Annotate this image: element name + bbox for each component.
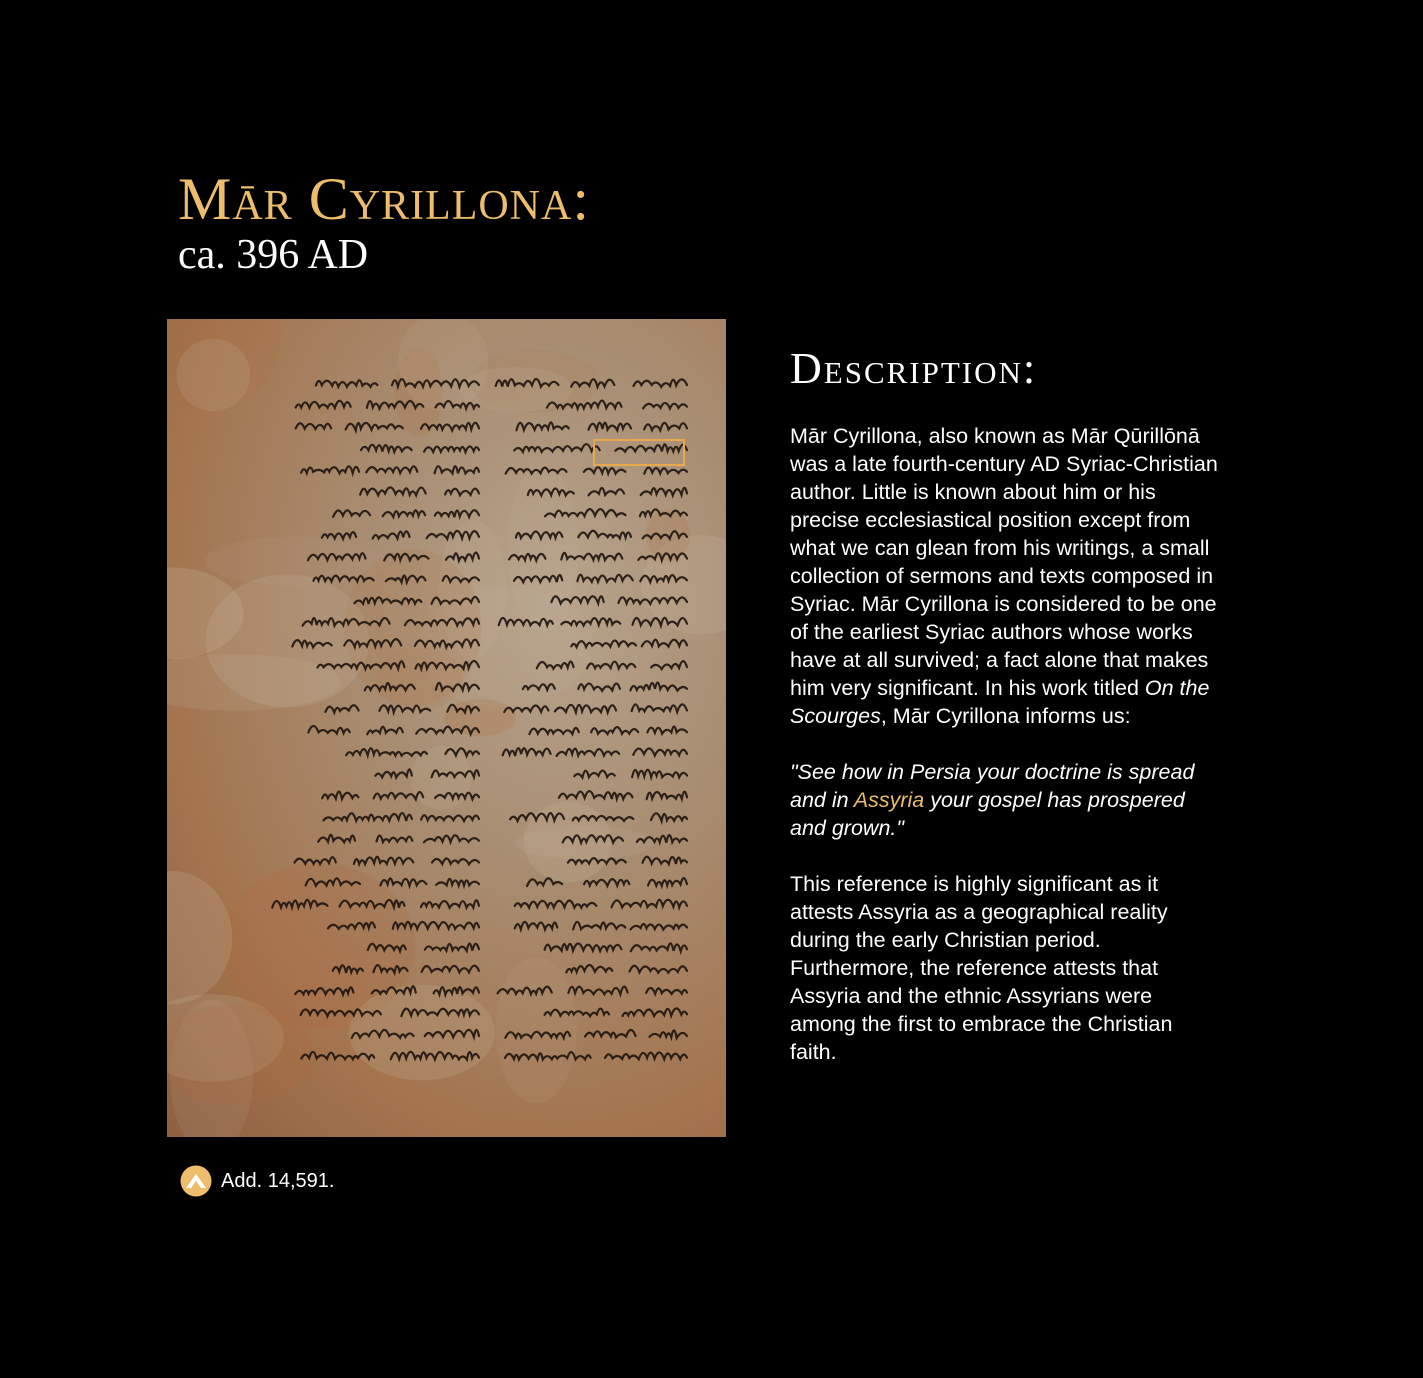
syriac-word [377,836,413,842]
syriac-word [634,379,688,387]
syriac-word [578,531,631,539]
syriac-word [346,748,427,756]
syriac-word [354,857,413,864]
syriac-word [631,924,688,930]
syriac-word [605,1052,687,1059]
syriac-word [375,769,412,777]
syriac-word [323,813,412,821]
syriac-word [612,900,687,908]
syriac-word [296,423,331,429]
syriac-word [584,467,626,473]
syriac-word [632,704,687,712]
syriac-word [587,662,635,669]
syriac-word [308,726,350,733]
syriac-word [325,705,358,712]
syriac-word [589,488,625,495]
up-chevron-circle-icon[interactable] [180,1165,212,1197]
syriac-word [630,682,687,690]
syriac-word [644,423,687,430]
syriac-word [517,422,569,430]
page-subtitle-date: ca. 396 AD [178,232,369,278]
syriac-word [577,575,632,582]
syriac-word [366,466,417,473]
parchment-stain [344,549,481,706]
parchment-stain [495,957,576,1103]
syriac-word [380,878,426,885]
description-body [790,422,1220,1094]
syriac-word [421,815,479,821]
syriac-word [585,1030,636,1038]
parchment-stain [167,871,232,1004]
description-paragraph-2: This reference is highly significant as it attests Assyria as a geographical reality during the early Christian period. Furthermore, the reference attests that Assyria and the ethnic Assyrians were among the first to embrace the Christian faith. [790,872,1173,1064]
syriac-word [647,727,687,734]
syriac-word [422,966,479,973]
caption-text: Add. 14,591. [221,1169,335,1192]
syriac-word [424,835,479,842]
syriac-word [630,966,688,973]
syriac-word [346,423,403,431]
syriac-word [631,943,687,951]
syriac-word [434,987,479,994]
syriac-word [573,922,625,929]
syriac-word [651,661,687,669]
syriac-word [615,444,687,451]
manuscript-image [167,319,726,1137]
syriac-word [294,857,335,864]
description-paragraph-1: Mār Cyrillona, also known as Mār Qūrillōnā was a late fourth-century AD Syriac-Christian author. Little is known about him or his precise ecclesiastical position except from what we can glean from his writings, a small collection of sermons and texts composed in Syriac. Mār Cyrillona is considered to be one of the earliest Syriac authors whose works have at all survived; a fact alone that makes him very significant. In his work titled On the Scourges, Mār Cyrillona informs us: [790,424,1218,728]
syriac-word [647,792,687,799]
syriac-word [383,510,425,517]
syriac-word [360,487,426,495]
syriac-word [425,944,479,951]
syriac-word [432,858,479,864]
syriac-word [578,684,620,691]
syriac-word [318,835,355,843]
syriac-word [421,900,479,907]
syriac-word [651,813,687,821]
syriac-word [642,640,687,647]
syriac-word [566,965,612,972]
highlighted-word-box [594,440,684,465]
syriac-word [557,749,620,756]
syriac-word [648,878,687,886]
work-title: On the Scourges [790,676,1210,728]
syriac-word [436,879,479,886]
syriac-word [529,728,578,734]
syriac-word [643,403,687,409]
syriac-word [623,1008,687,1016]
parchment-stain [177,339,251,412]
syriac-word [361,445,412,452]
syriac-word [589,423,632,431]
syriac-word [515,922,557,929]
syriac-word [646,988,687,994]
syriac-word [555,705,616,713]
syriac-word [591,727,638,734]
image-caption [180,1165,334,1197]
syriac-word [644,468,687,474]
syriac-word [424,446,479,452]
quotation: "See how in Persia your doctrine is spread and in Assyria your gospel has prospered and grown." [790,760,1195,840]
syriac-word [435,510,479,517]
page-title: Mār Cyrillona: [178,166,591,232]
syriac-word [301,466,359,473]
syriac-word [393,922,479,929]
syriac-word [650,1030,688,1038]
parchment-stain [524,802,612,882]
syriac-word [632,770,687,778]
syriac-word [373,531,410,538]
syriac-word [641,488,687,495]
description-heading: Description: [790,344,1038,393]
syriac-word [568,987,627,995]
syriac-word [333,510,370,517]
syriac-word [503,748,551,756]
syriac-word [296,401,351,408]
syriac-word [584,879,629,886]
syriac-word [633,749,687,756]
assyria-highlight: Assyria [853,788,925,812]
syriac-word [643,857,688,864]
syriac-word [515,901,597,908]
syriac-word [322,792,358,799]
syriac-word [435,466,479,473]
syriac-word [574,771,615,778]
syriac-word [316,380,378,387]
syriac-word [367,727,403,735]
syriac-word [322,532,356,539]
syriac-word [514,444,600,452]
manuscript-drawing [167,319,726,1137]
syriac-word [559,791,633,799]
syriac-word [545,943,622,951]
syriac-word [445,489,479,496]
